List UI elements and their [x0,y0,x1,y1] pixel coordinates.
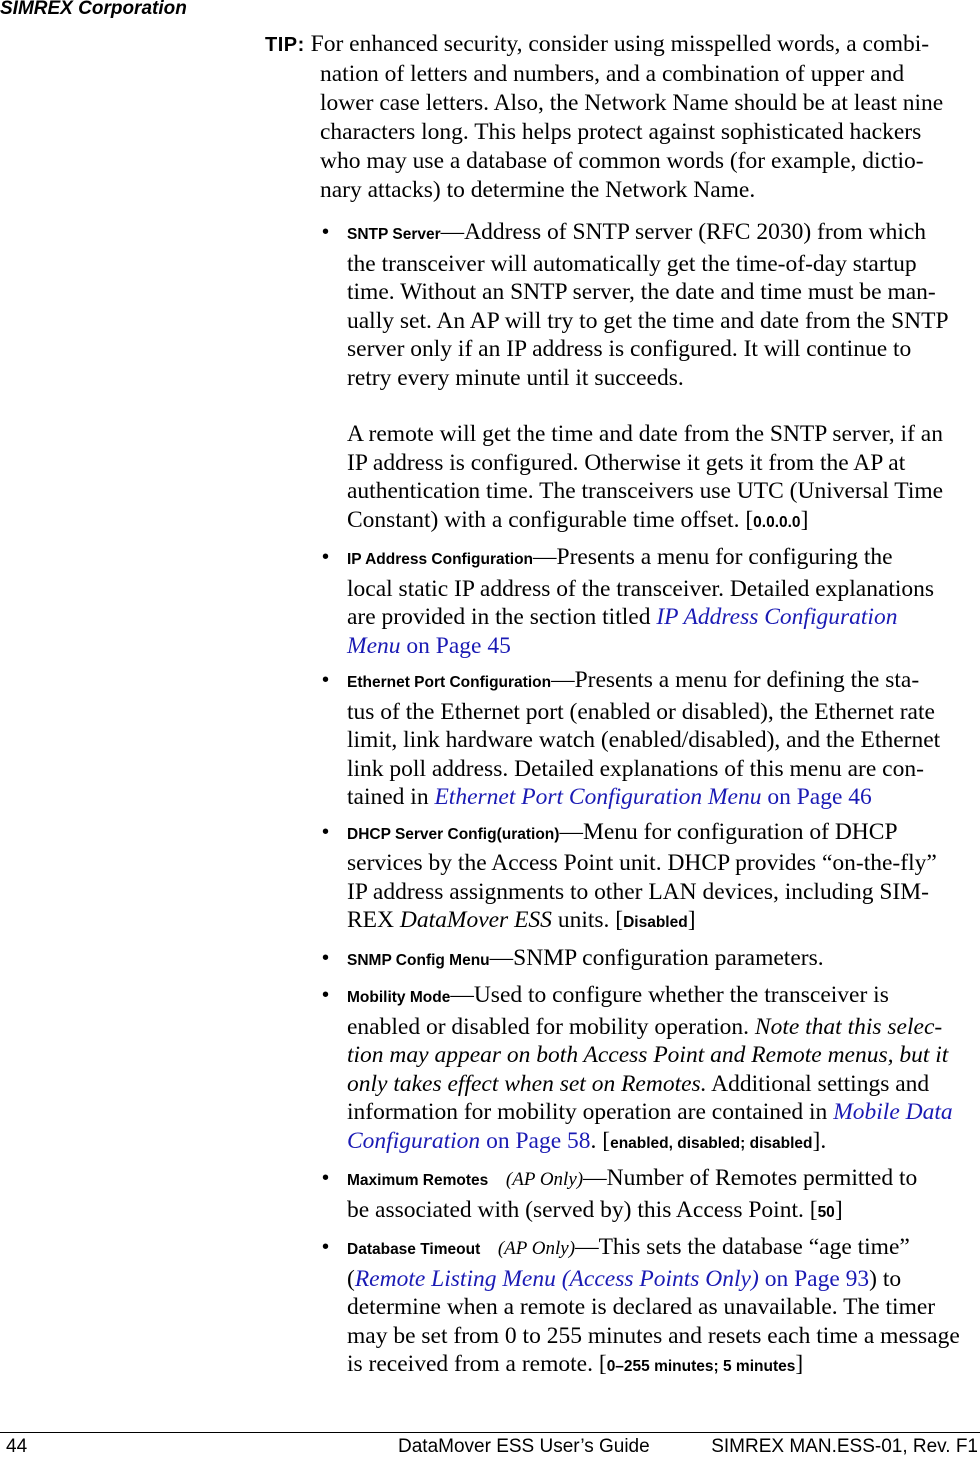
default-value: Disabled [623,914,688,931]
footer-title: DataMover ESS User’s Guide [398,1436,650,1457]
list-item-sntp-server: • SNTP Server—Address of SNTP server (RFC 2030) from which the transceiver will automatically get the time-of-day startup time. Without an SNTP server, the date and time must be man- ually set. An AP will try to get the time and date from the SNTP server only if an IP address is configured. It will continue to retry every minute until it succeeds. A remote will get the time and date from the SNTP server, if an IP address is configured. Otherwise it gets it from the AP at authentication time. The transceivers use UTC (Universal Time Constant) with a configurable time offset. [0.0.0.0] [322,219,949,533]
tip-line: lower case letters. Also, the Network Name should be at least nine [320,90,944,116]
tip-label: TIP: [265,34,305,56]
link-ip-address-configuration-menu-cont[interactable]: Menu [347,632,401,659]
link-mobile-data-configuration-cont[interactable]: Configuration [347,1127,481,1154]
list-item-mobility-mode: • Mobility Mode—Used to configure whether the transceiver is enabled or disabled for mobility operation. Note that this selec- tion may appear on both Access Point and Remote menus, but it only takes effect when set on Remotes. Additional settings and information for mobility operation are contained in Mobile Data Configuration on Page 58. [enabled, disabled; disabled]. [322,982,953,1154]
tip-line: nary attacks) to determine the Network Name. [320,177,756,203]
footer-document-id: SIMREX MAN.ESS-01, Rev. F1 [711,1436,978,1457]
tip-note [265,30,977,205]
link-mobile-data-configuration[interactable]: Mobile Data [833,1099,953,1125]
link-page-46[interactable]: on Page 46 [761,784,872,810]
list-item-ethernet-port-configuration: • Ethernet Port Configuration—Presents a menu for defining the sta- tus of the Ethernet port (enabled or disabled), the Ethernet rate limit, link hardware watch (enabled/disabled), and the Ethernet link poll address. Detailed explanations of this menu are con- tained in Ethernet Port Configuration Menu on Page 46 [322,667,941,810]
link-remote-listing-menu[interactable]: Remote Listing Menu (Access Points Only) [354,1265,759,1292]
bullet-icon: • [322,946,330,969]
footer-divider [0,1432,980,1433]
bullet-icon: • [322,984,330,1006]
term-database-timeout: Database Timeout [347,1241,481,1258]
term-snmp-config-menu: SNMP Config Menu [347,951,490,969]
tip-first-line: TIP: For enhanced security, consider using misspelled words, a combi- [265,31,930,57]
tip-line: characters long. This helps protect against sophisticated hackers [320,119,922,145]
term-mobility-mode: Mobility Mode [347,989,451,1006]
list-item-snmp-config-menu: • SNMP Config Menu—SNMP configuration parameters. [322,944,824,971]
bullet-icon: • [322,1236,330,1258]
bullet-icon: • [322,820,330,843]
running-header: SIMREX Corporation [0,0,187,19]
qualifier-ap-only: (AP Only) [505,1169,584,1190]
list-item-database-timeout: • Database Timeout (AP Only)—This sets the database “age time” (Remote Listing Menu (Access Points Only) on Page 93) to determine when a remote is declared as unavailable. The timer may be set from 0 to 255 minutes and resets each time a message is received from a remote. [0–255 minutes; 5 minutes] [322,1234,960,1377]
page-number: 44 [6,1436,28,1457]
default-value: enabled, disabled; disabled [610,1134,813,1152]
term-sntp-server: SNTP Server [347,226,441,243]
link-page-93[interactable]: on Page 93 [758,1265,870,1292]
tip-line: who may use a database of common words (for example, dictio- [320,148,924,174]
link-ip-address-configuration-menu[interactable]: IP Address Configuration [656,604,898,630]
bullet-icon: • [322,1167,330,1189]
default-value: 0–255 minutes; 5 minutes [606,1358,796,1375]
term-dhcp-server-config: DHCP Server Config(uration) [347,825,560,843]
default-value: 50 [817,1203,835,1221]
list-item-maximum-remotes: • Maximum Remotes (AP Only)—Number of Remotes permitted to be associated with (served by) this Access Point. [50] [322,1165,918,1223]
link-ethernet-port-configuration-menu[interactable]: Ethernet Port Configuration Menu [434,784,762,810]
term-ip-address-configuration: IP Address Configuration [347,551,534,568]
list-item-dhcp-server-config: • DHCP Server Config(uration)—Menu for configuration of DHCP services by the Access Point unit. DHCP provides “on-the-fly” IP address assignments to other LAN devices, including SIM- REX DataMover ESS units. [Disabled] [322,818,937,933]
link-page-58[interactable]: on Page 58 [480,1127,591,1154]
qualifier-ap-only: (AP Only) [497,1238,576,1259]
link-page-45[interactable]: on Page 45 [400,632,511,659]
product-name: DataMover ESS [399,907,552,933]
tip-line: nation of letters and numbers, and a combination of upper and [320,61,905,87]
bullet-icon: • [322,221,330,243]
parameter-list [322,218,979,1388]
list-item-ip-address-configuration: • IP Address Configuration—Presents a menu for configuring the local static IP address of the transceiver. Detailed explanations are provided in the section titled IP Address Configuration Menu on Page 45 [322,544,935,659]
bullet-icon: • [322,669,330,691]
default-value: 0.0.0.0 [753,513,801,531]
term-ethernet-port-configuration: Ethernet Port Configuration [347,674,552,691]
term-maximum-remotes: Maximum Remotes [347,1172,489,1189]
bullet-icon: • [322,546,330,568]
